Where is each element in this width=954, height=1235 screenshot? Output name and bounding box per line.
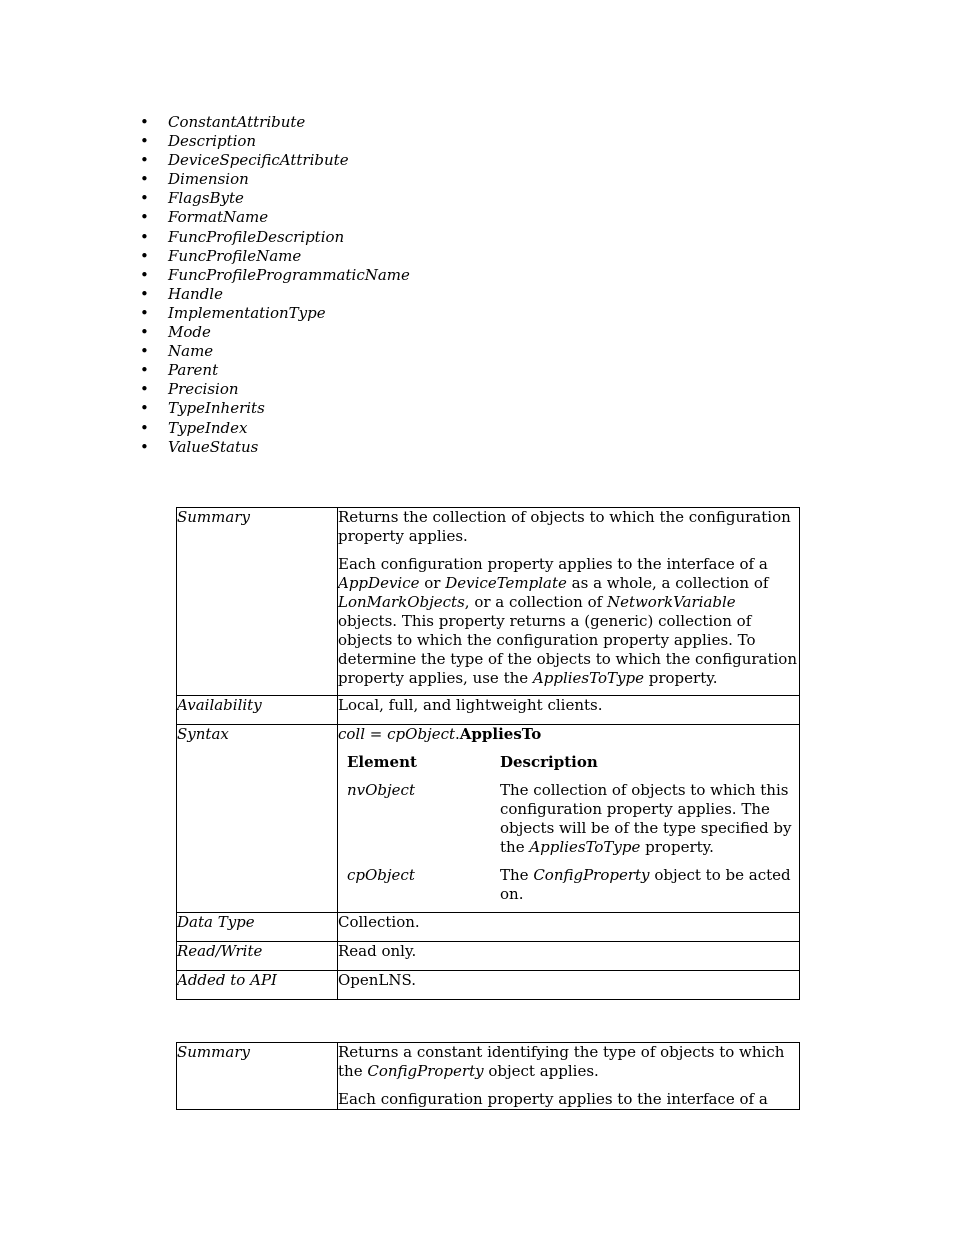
syntax-value — [338, 725, 800, 913]
syntax-label: Syntax — [177, 725, 338, 913]
summary-paragraph: Each configuration property applies to the interface of a — [338, 1090, 768, 1108]
data-type-value: Collection. — [338, 913, 800, 942]
summary-value — [338, 508, 800, 696]
list-item: • Mode — [140, 323, 410, 342]
list-item: • DeviceSpecificAttribute — [140, 151, 410, 170]
summary-label: Summary — [177, 508, 338, 696]
list-item: • Precision — [140, 380, 410, 399]
data-type-label: Data Type — [177, 913, 338, 942]
added-to-api-value: OpenLNS. — [338, 971, 800, 1000]
list-item: • TypeInherits — [140, 399, 410, 418]
syntax-line: coll = cpObject.AppliesTo — [338, 725, 542, 743]
element-description: The ConfigProperty object to be acted on. — [500, 866, 791, 903]
property-list — [140, 113, 410, 457]
applies-to-type-property-table — [176, 1042, 800, 1110]
list-item: • FuncProfileProgrammaticName — [140, 266, 410, 285]
summary-paragraph: Returns a constant identifying the type of objects to which the ConfigProperty object applies. — [338, 1043, 785, 1080]
element-header: Element — [347, 753, 417, 771]
list-item: • Parent — [140, 361, 410, 380]
list-item: • Name — [140, 342, 410, 361]
list-item: • FuncProfileName — [140, 247, 410, 266]
applies-to-property-table — [176, 507, 800, 1000]
list-item: • TypeIndex — [140, 419, 410, 438]
list-item: • FlagsByte — [140, 189, 410, 208]
read-write-label: Read/Write — [177, 942, 338, 971]
element-name: nvObject — [347, 781, 415, 799]
element-name: cpObject — [347, 866, 415, 884]
description-header: Description — [500, 753, 598, 771]
list-item: • FormatName — [140, 208, 410, 227]
availability-label: Availability — [177, 696, 338, 725]
summary-paragraph: Each configuration property applies to the interface of a AppDevice or DeviceTemplate as a whole, a collection of LonMarkObjects, or a collection of NetworkVariable objects. This property returns a (generic) collection of objects to which the configuration property applies. To determine the type of the objects to which the configuration property applies, use the AppliesToType property. — [338, 555, 797, 687]
list-item: • Description — [140, 132, 410, 151]
summary-value — [338, 1043, 800, 1110]
list-item: • ValueStatus — [140, 438, 410, 457]
read-write-value: Read only. — [338, 942, 800, 971]
list-item: • Dimension — [140, 170, 410, 189]
list-item: • Handle — [140, 285, 410, 304]
list-item: • FuncProfileDescription — [140, 228, 410, 247]
summary-label: Summary — [177, 1043, 338, 1110]
added-to-api-label: Added to API — [177, 971, 338, 1000]
list-item: • ImplementationType — [140, 304, 410, 323]
availability-value: Local, full, and lightweight clients. — [338, 696, 800, 725]
element-table — [338, 753, 799, 904]
summary-paragraph: Returns the collection of objects to which the configuration property applies. — [338, 508, 791, 545]
list-item: • ConstantAttribute — [140, 113, 410, 132]
element-description: The collection of objects to which this configuration property applies. The objects will be of the type specified by the AppliesToType property. — [500, 781, 792, 856]
